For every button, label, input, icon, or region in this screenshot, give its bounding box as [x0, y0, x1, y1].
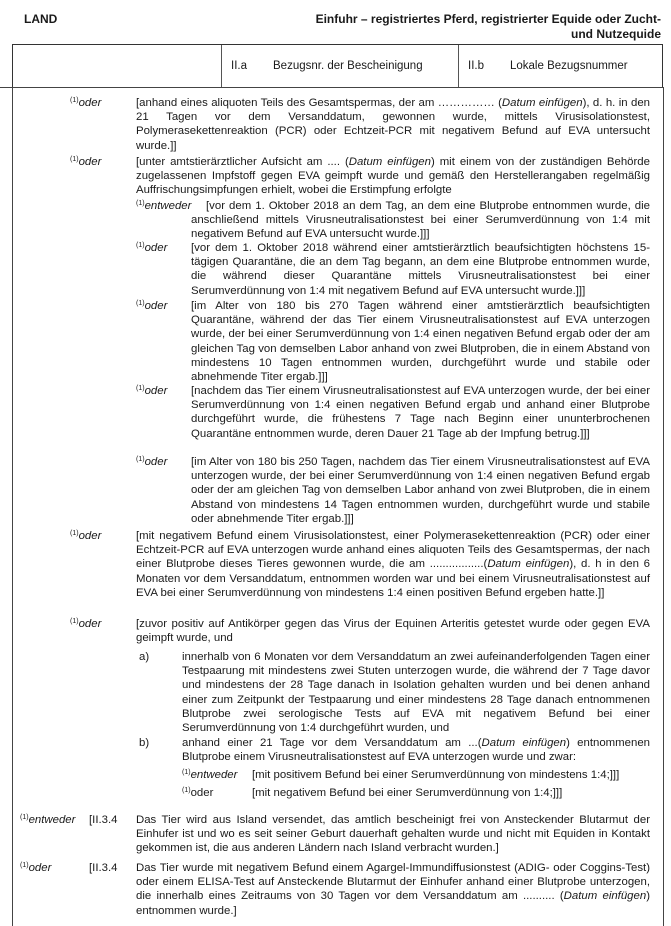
sub-clause-label: $^{(1)}$oder — [136, 456, 168, 468]
clause-label: $^{(1)}$oder — [70, 530, 102, 542]
sub-clause-label: $^{(1)}$entweder — [136, 200, 192, 212]
section-text: Das Tier wird aus Island versendet, das amtlich bescheinigt frei von Ansteckender Blutarmut der Einhufer ist und wo es seit seiner Geburt dauerhaft gehalten wurde und nicht mit Equiden in Kontakt gekommen ist, die aus anderen Ländern nach Island verbracht wurden.] — [136, 814, 650, 855]
country-label: LAND — [24, 12, 58, 26]
ref-cell-local-reference — [458, 45, 664, 87]
item-marker: a) — [139, 651, 150, 663]
ref-label: Lokale Bezugsnummer — [510, 59, 628, 72]
sub-clause-label: $^{(1)}$oder — [136, 242, 168, 254]
section-ref: [II.3.4 — [89, 862, 118, 874]
ref-code: II.a — [231, 59, 247, 72]
clause-text: [zuvor positiv auf Antikörper gegen das Virus der Equinen Arteritis getestet wurde oder gegen EVA geimpft wurde, und — [136, 618, 650, 645]
option-label: $^{(1)}$entweder — [182, 769, 238, 781]
clause-text: [mit negativem Befund einem Virusisolationstest, einer Polymerasekettenreaktion (PCR) oder einer Echtzeit-PCR auf EVA unterzogen wurde anhand eines aliquoten Teils des Gesamtspermas, der nach einer Blutprobe dieses Tieres gewonnen wurde, die am .................(Datum einfügen), d. h in den 6 Monaten vor dem Versanddatum, entnommen worden war und bei einem Virusneutralisationstest auf EVA bei einer Serumverdünnung von mindestens 1:4 einen positiven Befund ergeben hatte.]] — [136, 530, 650, 599]
clause-label: $^{(1)}$oder — [70, 97, 102, 109]
clause-text: [anhand eines aliquoten Teils des Gesamtspermas, der am …………… (Datum einfügen), d. h. in den 21 Tagen vor dem Versanddatum, gewonnen wurde, mittels Virusisolationstest, Polymerasekettenreaktion (PCR) oder Echtzeit-PCR mit negativem Befund auf EVA untersucht wurde.]] — [136, 97, 650, 152]
clause-text: [unter amtstierärztlicher Aufsicht am .... (Datum einfügen) mit einem von der zuständigen Behörde zugelassenen Impfstoff gegen EVA geimpft wurde und gemäß den Herstellerangaben regelmäßig Auffrischungsimpfungen erhielt, wobei die Erstimpfung erfolgte — [136, 156, 650, 197]
clause-label: $^{(1)}$oder — [70, 156, 102, 168]
sub-clause-label: $^{(1)}$oder — [136, 300, 168, 312]
section-ref: [II.3.4 — [89, 814, 118, 826]
reference-table — [12, 44, 663, 87]
ref-label: Bezugsnr. der Bescheinigung — [273, 59, 423, 72]
option-label: $^{(1)}$oder — [182, 787, 214, 799]
item-marker: b) — [139, 737, 150, 749]
clause-label: $^{(1)}$oder — [70, 618, 102, 630]
sub-clause-text: [nachdem das Tier einem Virusneutralisationstest auf EVA unterzogen wurde, der bei einer Serumverdünnung von 1:4 einen negativen Befund ergab und anhand einer Blutprobe durchgeführt wurde, die frühestens 7 Tage nach Beginn einer ununterbrochenen Quarantäne entnommen wurde, deren Dauer 21 Tage ab der Impfung betrug.]]] — [191, 385, 650, 440]
certificate-title: Einfuhr – registriertes Pferd, registrierter Equide oder Zucht- und Nutzequide — [315, 12, 661, 41]
ref-cell-certificate-number — [221, 45, 459, 87]
sub-clause-label: $^{(1)}$oder — [136, 385, 168, 397]
sub-clause-text: [vor dem 1. Oktober 2018 während einer amtstierärztlich beaufsichtigten höchstens 15-tägigen Quarantäne, die an dem Tag begann, an dem eine Blutprobe entnommen wurde, die während dieser Quarantäne mittels Virusneutralisationstest bei einer Serumverdünnung von 1:4 mit negativem Befund auf EVA untersucht wurde.]]] — [191, 242, 650, 297]
section-label: $^{(1)}$entweder — [20, 814, 76, 826]
ref-code: II.b — [468, 59, 484, 72]
item-text: anhand einer 21 Tage vor dem Versanddatum am ...(Datum einfügen) entnommenen Blutprobe einem Virusneutralisationstest auf EVA unterzogen wurde und zwar: — [182, 737, 650, 764]
item-text: innerhalb von 6 Monaten vor dem Versanddatum an zwei aufeinanderfolgenden Tagen einer Testpaarung mit mindestens zwei Stuten unterzogen wurde, die während der 7 Tage davor und mindestens der 28 Tage danach in Isolation gehalten wurden und bei denen anhand einer zum Zeitpunkt der Testpaarung und einer mindestens 28 Tage danach entnommenen Blutprobe zwei serologische Tests auf EVA mit negativem Befund bei einer Serumverdünnung von 1:4 durchgeführt wurden, und — [182, 651, 650, 735]
section-label: $^{(1)}$oder — [20, 862, 52, 874]
option-text: [mit positivem Befund bei einer Serumverdünnung von mindestens 1:4;]]] — [252, 769, 620, 781]
section-text: Das Tier wurde mit negativem Befund einem Agargel-Immundiffusionstest (ADIG- oder Coggins-Test) oder einem ELISA-Test auf Ansteckende Blutarmut der Einhufer anhand einer Blutprobe unterzogen, die innerhalb eines Zeitraums von 30 Tagen vor dem Versanddatum am .......... (Datum einfügen) entnommen wurde.] — [136, 862, 650, 917]
sub-clause-text: [im Alter von 180 bis 250 Tagen, nachdem das Tier einem Virusneutralisationstest auf EVA unterzogen wurde, der bei einer Serumverdünnung von 1:4 einen negativen Befund ergab oder der am gleichen Tag von demselben Labor anhand von zwei Blutproben, die in einem Abstand von mindestens 14 Tagen entnommen wurden, durchgeführt wurde und stabile oder abnehmende Titer ergab.]]] — [191, 456, 650, 525]
sub-clause-text: [vor dem 1. Oktober 2018 an dem Tag, an dem eine Blutprobe entnommen wurde, die anschließend mittels Virusneutralisationstest bei einer Serumverdünnung von 1:4 mit negativem Befund auf EVA untersucht wurde.]]] — [191, 200, 650, 241]
option-text: [mit negativem Befund bei einer Serumverdünnung von 1:4;]]] — [252, 787, 563, 799]
ref-cell-empty — [13, 45, 222, 87]
sub-clause-text: [im Alter von 180 bis 270 Tagen während einer amtstierärztlich beaufsichtigten Quarantäne, während der das Tier einem Virusneutralisationstest auf EVA unterzogen wurde, der bei einer Serumverdünnung von 1:4 einen negativen Befund ergab oder der am gleichen Tag von demselben Labor anhand von zwei Blutproben, die in einem Abstand von mindestens 10 Tagen entnommen wurden, durchgeführt wurde und stabile oder abnehmende Titer ergab.]]] — [191, 300, 650, 384]
